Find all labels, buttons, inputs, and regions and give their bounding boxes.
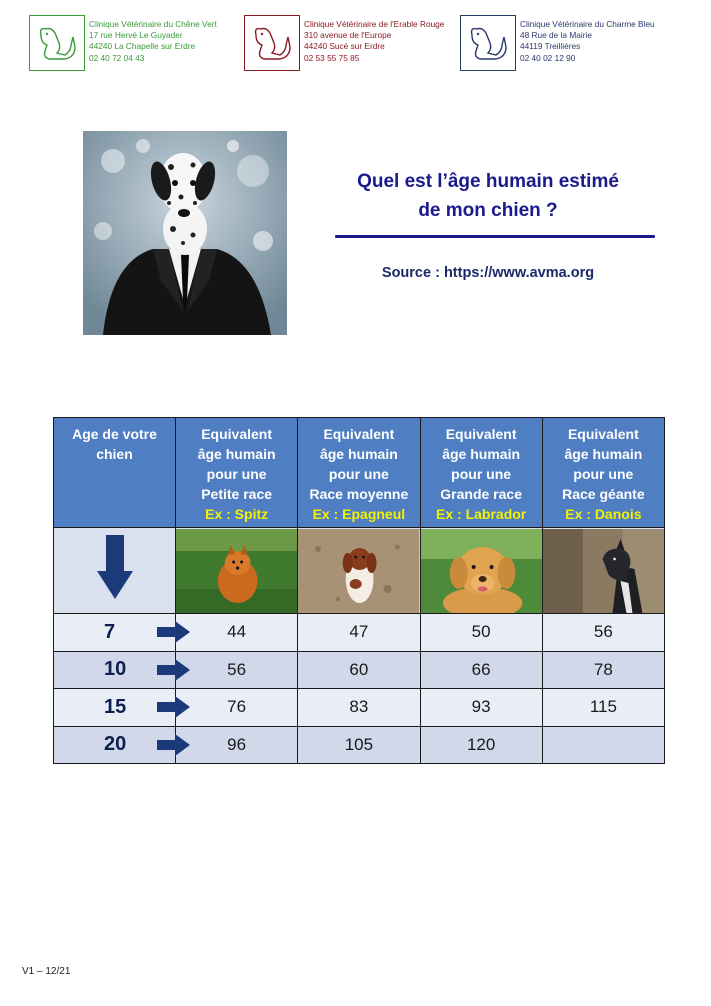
header-dog-age: Age de votre chien bbox=[54, 418, 176, 528]
clinic-name: Clinique Vétérinaire du Charme Bleu bbox=[520, 19, 655, 29]
value-small: 56 bbox=[176, 651, 298, 689]
value-large: 66 bbox=[420, 651, 542, 689]
value-medium: 60 bbox=[298, 651, 420, 689]
clinic-street: 17 rue Hervé Le Guyader bbox=[89, 30, 183, 41]
value-small: 96 bbox=[176, 726, 298, 764]
hero-dalmatian-suit-image bbox=[83, 131, 287, 335]
great-dane-dog-image bbox=[543, 529, 664, 613]
age-cell: 15 bbox=[54, 689, 176, 727]
clinic-city: 44119 Treillières bbox=[520, 41, 581, 52]
title-line-1: Quel est l’âge humain estimé bbox=[357, 171, 619, 192]
age-cell: 7 bbox=[54, 614, 176, 652]
value-giant: 56 bbox=[542, 614, 664, 652]
page-title bbox=[320, 167, 656, 225]
clinic-city: 44240 Sucé sur Erdre bbox=[304, 41, 385, 52]
table-row bbox=[54, 651, 665, 689]
header-medium-breed: Equivalent âge humain pour une Race moyenne Ex : Epagneul bbox=[298, 418, 420, 528]
clinic-phone[interactable]: 02 53 55 75 85 bbox=[304, 52, 360, 63]
dog-age-table bbox=[53, 417, 665, 764]
labrador-photo bbox=[420, 528, 542, 614]
dog-cat-logo-icon bbox=[35, 21, 79, 65]
source-text[interactable]: Source : https://www.avma.org bbox=[381, 265, 595, 281]
arrow-right-icon bbox=[157, 696, 190, 718]
clinic-street: 310 avenue de l'Europe bbox=[304, 30, 392, 41]
dog-cat-logo-icon bbox=[250, 21, 294, 65]
header-small-breed: Equivalent âge humain pour une Petite race Ex : Spitz bbox=[176, 418, 298, 528]
example-breed: Ex : Spitz bbox=[205, 506, 269, 522]
labrador-dog-image bbox=[421, 529, 542, 613]
clinic-charme-bleu bbox=[460, 15, 655, 71]
arrow-right-icon bbox=[157, 621, 190, 643]
clinic-chene-vert bbox=[29, 15, 217, 71]
value-small: 44 bbox=[176, 614, 298, 652]
age-cell: 10 bbox=[54, 651, 176, 689]
clinic-erable-rouge bbox=[244, 15, 444, 71]
arrow-right-icon bbox=[157, 659, 190, 681]
table-row bbox=[54, 614, 665, 652]
age-cell: 20 bbox=[54, 726, 176, 764]
clinic-phone[interactable]: 02 40 72 04 43 bbox=[89, 52, 145, 63]
value-small: 76 bbox=[176, 689, 298, 727]
arrow-down-icon bbox=[95, 533, 135, 603]
value-giant bbox=[542, 726, 664, 764]
clinic-logo bbox=[244, 15, 300, 71]
value-medium: 105 bbox=[298, 726, 420, 764]
example-breed: Ex : Danois bbox=[565, 506, 642, 522]
value-large: 93 bbox=[420, 689, 542, 727]
example-breed: Ex : Labrador bbox=[436, 506, 527, 522]
clinic-name: Clinique Vétérinaire de l'Erable Rouge bbox=[304, 19, 445, 29]
arrow-right-icon bbox=[157, 734, 190, 756]
value-medium: 83 bbox=[298, 689, 420, 727]
breed-photo-row bbox=[54, 528, 665, 614]
value-large: 120 bbox=[420, 726, 542, 764]
spitz-photo bbox=[176, 528, 298, 614]
clinic-city: 44240 La Chapelle sur Erdre bbox=[89, 41, 196, 52]
title-line-2: de mon chien ? bbox=[418, 200, 558, 221]
dog-cat-logo-icon bbox=[466, 21, 510, 65]
table-row bbox=[54, 726, 665, 764]
header-giant-breed: Equivalent âge humain pour une Race géante Ex : Danois bbox=[542, 418, 664, 528]
table-row bbox=[54, 689, 665, 727]
value-medium: 47 bbox=[298, 614, 420, 652]
clinic-logo bbox=[460, 15, 516, 71]
version-label: V1 – 12/21 bbox=[22, 966, 71, 977]
table-header-row bbox=[54, 418, 665, 528]
clinic-logo bbox=[29, 15, 85, 71]
value-giant: 115 bbox=[542, 689, 664, 727]
header-large-breed: Equivalent âge humain pour une Grande race Ex : Labrador bbox=[420, 418, 542, 528]
value-large: 50 bbox=[420, 614, 542, 652]
down-arrow-cell bbox=[54, 528, 176, 614]
example-breed: Ex : Epagneul bbox=[312, 506, 406, 522]
great-dane-photo bbox=[542, 528, 664, 614]
clinic-street: 48 Rue de la Mairie bbox=[520, 30, 592, 41]
title-divider bbox=[335, 235, 655, 238]
clinic-phone[interactable]: 02 40 02 12 90 bbox=[520, 52, 576, 63]
spaniel-dog-image bbox=[298, 529, 419, 613]
spitz-dog-image bbox=[176, 529, 297, 613]
clinic-name: Clinique Vétérinaire du Chêne Vert bbox=[89, 19, 217, 29]
spaniel-photo bbox=[298, 528, 420, 614]
value-giant: 78 bbox=[542, 651, 664, 689]
